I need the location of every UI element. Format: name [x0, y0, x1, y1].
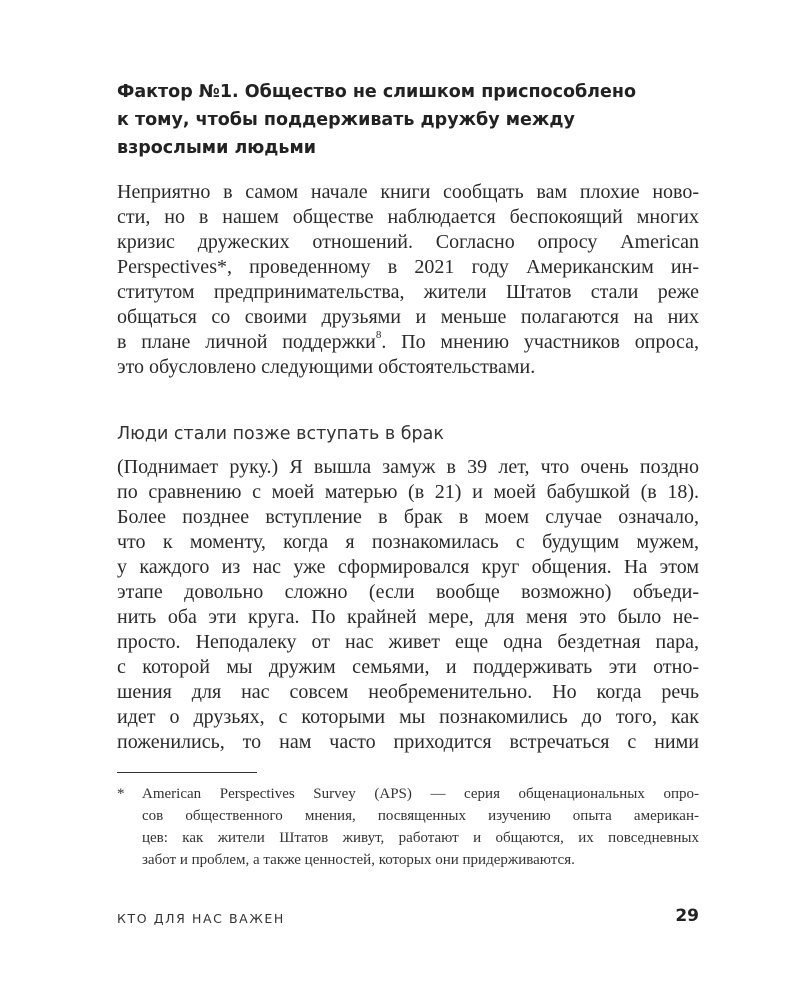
- footnote-line: American Perspectives Survey (APS) — серия общенациональных опро-: [142, 786, 699, 802]
- section-heading-line: взрослыми людьми: [117, 138, 317, 158]
- paragraph-line: это обусловлено следующими обстоятельствами.: [117, 356, 536, 378]
- paragraph-line-end: . По мнению участников опроса,: [381, 331, 699, 353]
- footnote: [117, 783, 699, 871]
- running-head: КТО ДЛЯ НАС ВАЖЕН: [117, 911, 285, 926]
- footnote-marker: *: [117, 786, 125, 802]
- endnote-reference: 8: [375, 329, 382, 342]
- paragraph-line: с которой мы дружим семьями, и поддерживать эти отно-: [117, 656, 699, 678]
- paragraph-line: этапе довольно сложно (если вообще возможно) объеди-: [117, 581, 699, 603]
- paragraph-line-start: в плане личной поддержки: [117, 331, 376, 353]
- section-heading: [117, 78, 707, 162]
- paragraph-line: Неприятно в самом начале книги сообщать вам плохие ново-: [117, 181, 699, 203]
- paragraph-line: шения для нас совсем необременительно. Но когда речь: [117, 681, 699, 703]
- paragraph-line: общаться со своими друзьями и меньше полагаются на них: [117, 306, 699, 328]
- paragraph-line: кризис дружеских отношений. Согласно опросу American: [117, 231, 699, 253]
- paragraph-line: идет о друзьях, с которыми мы познакомились до того, как: [117, 706, 699, 728]
- subsection-title: Люди стали позже вступать в брак: [117, 424, 444, 444]
- section-heading-line: Фактор №1. Общество не слишком приспособлено: [117, 82, 636, 102]
- footnote-line: забот и проблем, а также ценностей, которых они придерживаются.: [142, 852, 575, 868]
- paragraph-line: просто. Неподалеку от нас живет еще одна бездетная пара,: [117, 631, 699, 653]
- footnote-line: цев: как жители Штатов живут, работают и общаются, их повседневных: [142, 830, 699, 846]
- intro-paragraph: [117, 180, 699, 380]
- page-number: 29: [675, 906, 699, 926]
- paragraph-line: по сравнению с моей матерью (в 21) и моей бабушкой (в 18).: [117, 481, 699, 503]
- paragraph-line: ститутом предпринимательства, жители Штатов стали реже: [117, 281, 699, 303]
- paragraph-line: Более позднее вступление в брак в моем случае означало,: [117, 506, 699, 528]
- paragraph-line: Perspectives*, проведенному в 2021 году Американским ин-: [117, 256, 699, 278]
- footnote-line: сов общественного мнения, посвященных изучению опыта американ-: [142, 808, 699, 824]
- paragraph-line: сти, но в нашем обществе наблюдается беспокоящий многих: [117, 206, 699, 228]
- paragraph-line: нить оба эти круга. По крайней мере, для меня это было не-: [117, 606, 699, 628]
- paragraph-line: у каждого из нас уже сформировался круг общения. На этом: [117, 556, 699, 578]
- paragraph-line: (Поднимает руку.) Я вышла замуж в 39 лет, что очень поздно: [117, 456, 699, 478]
- paragraph-line: поженились, то нам часто приходится встречаться с ними: [117, 731, 699, 753]
- marriage-paragraph: [117, 455, 699, 755]
- paragraph-line: что к моменту, когда я познакомилась с будущим мужем,: [117, 531, 699, 553]
- paragraph-line-with-note: [117, 330, 699, 355]
- footnote-text: [142, 783, 699, 871]
- footnote-divider: [117, 772, 257, 773]
- section-heading-line: к тому, чтобы поддерживать дружбу между: [117, 110, 575, 130]
